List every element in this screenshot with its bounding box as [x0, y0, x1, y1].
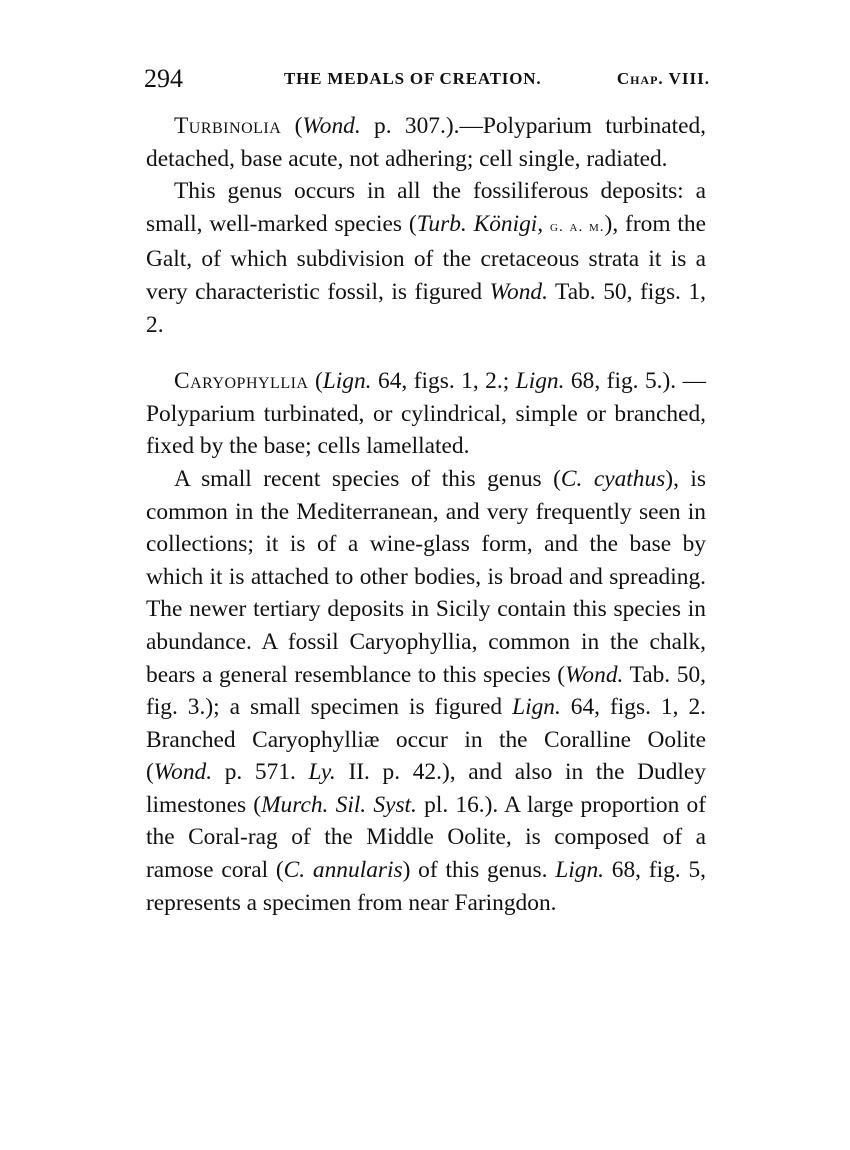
- reference: Lign.: [322, 368, 372, 395]
- running-title: THE MEDALS OF CREATION.: [284, 69, 542, 88]
- paragraph-caryophyllia-species: A small recent species of this genus (C. cyathus), is common in the Mediterranean, and very frequently seen in collections; it is of a wine-glass form, and the base by which it is attached to other bodies, is broad and spreading. The newer tertiary deposits in Sicily contain this species in abundance. A fossil Caryophyllia, common in the chalk, bears a general resemblance to this species (Wond. Tab. 50, fig. 3.); a small specimen is figured Lign. 64, figs. 1, 2. Branched Caryophylliæ occur in the Coralline Oolite (Wond. p. 571. Ly. II. p. 42.), and also in the Dudley limestones (Murch. Sil. Syst. pl. 16.). A large proportion of the Coral-rag of the Middle Oolite, is composed of a ramose coral (C. annularis) of this genus. Lign. 68, fig. 5, represents a specimen from near Faringdon.: [146, 465, 707, 916]
- section-gap: [146, 341, 706, 365]
- species-name: Turb. Königi,: [416, 210, 544, 237]
- reference: Lign.: [555, 857, 604, 884]
- paragraph-turbinolia-occurrence: This genus occurs in all the fossiliferous deposits: a small, well-marked species (Turb. Königi, g. a. m.), from the Galt, of which subdivision of the cretaceous strata it is a very characteristic fossil, is figured Wond. Tab. 50, figs. 1, 2.: [146, 178, 706, 338]
- genus-name: Turbinolia: [174, 113, 282, 139]
- reference: Wond.: [302, 113, 361, 139]
- species-name: C. annularis: [283, 857, 403, 884]
- reference: Ly.: [308, 759, 336, 786]
- reference: Murch. Sil. Syst.: [261, 791, 417, 818]
- reference: Wond.: [489, 278, 548, 305]
- page-number: 294: [144, 64, 183, 93]
- body-text: [146, 110, 706, 919]
- paragraph-caryophyllia: Caryophyllia (Lign. 64, figs. 1, 2.; Lign. 68, fig. 5.). — Polyparium turbinated, or cylindrical, simple or branched, fixed by the base; cells lamellated.: [146, 368, 707, 460]
- paragraph-turbinolia: Turbinolia (Wond. p. 307.).—Polyparium turbinated, detached, base acute, not adhering; cell single, radiated.: [146, 113, 706, 172]
- book-page: [144, 60, 710, 919]
- reference: Lign.: [512, 694, 561, 721]
- genus-name: Caryophyllia: [174, 368, 309, 395]
- reference: Wond.: [153, 759, 213, 786]
- chapter-label: Chap. VIII.: [616, 69, 710, 88]
- authority-abbrev: g. a. m.: [550, 218, 605, 235]
- reference: Wond.: [565, 661, 624, 688]
- reference: Lign.: [515, 368, 565, 395]
- species-name: C. cyathus: [560, 465, 666, 492]
- running-head: [144, 60, 710, 100]
